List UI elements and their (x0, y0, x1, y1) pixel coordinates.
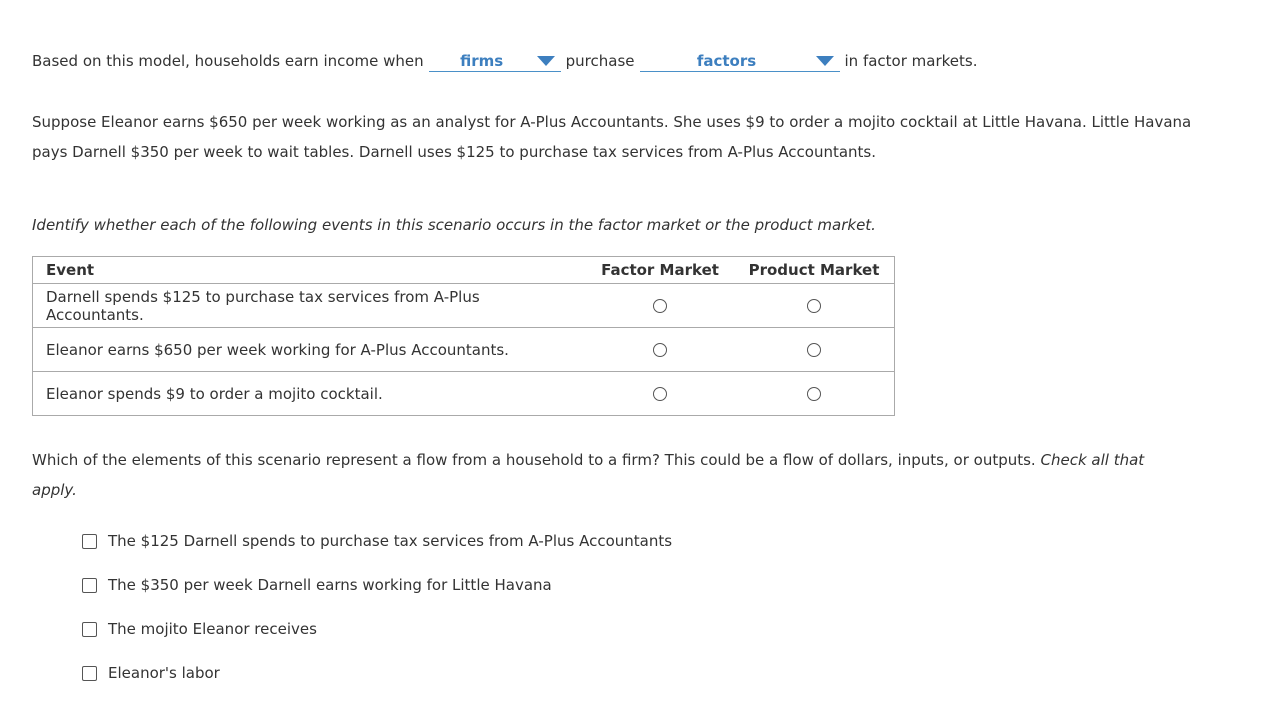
option-item[interactable] (82, 660, 672, 686)
event-label: Eleanor earns $650 per week working for A-Plus Accountants. (33, 328, 587, 372)
question-2 (32, 445, 1192, 505)
option-checkbox[interactable] (82, 622, 97, 637)
market-classification-table (32, 256, 895, 416)
factor-market-radio[interactable] (653, 343, 667, 357)
option-checkbox[interactable] (82, 666, 97, 681)
sentence-1 (32, 50, 978, 72)
table-header-row (33, 257, 895, 284)
option-checkbox[interactable] (82, 578, 97, 593)
option-checkbox[interactable] (82, 534, 97, 549)
table-instruction: Identify whether each of the following events in this scenario occurs in the factor market or the product market. (32, 216, 876, 234)
purchase-dropdown-value: factors (696, 51, 757, 70)
option-label: The $350 per week Darnell earns working for Little Havana (108, 576, 552, 594)
table-row (33, 372, 895, 416)
sentence-1-middle: purchase (565, 52, 635, 70)
question-2-hint: Check all that apply. (32, 451, 1145, 499)
sentence-1-after: in factor markets. (844, 52, 978, 70)
option-item[interactable] (82, 572, 672, 598)
event-label: Eleanor spends $9 to order a mojito cocktail. (33, 372, 587, 416)
chevron-down-icon (816, 56, 834, 66)
table-row (33, 284, 895, 328)
purchase-dropdown[interactable] (640, 51, 840, 72)
event-label: Darnell spends $125 to purchase tax services from A-Plus Accountants. (33, 284, 587, 328)
scenario-paragraph: Suppose Eleanor earns $650 per week working as an analyst for A-Plus Accountants. She uses $9 to order a mojito cocktail at Little Havana. Little Havana pays Darnell $350 per week to wait tables. Darnell uses $125 to purchase tax services from A-Plus Accountants. (32, 113, 1192, 161)
option-item[interactable] (82, 616, 672, 642)
option-label: The mojito Eleanor receives (108, 620, 317, 638)
product-market-radio[interactable] (807, 343, 821, 357)
option-label: Eleanor's labor (108, 664, 220, 682)
factor-market-radio[interactable] (653, 387, 667, 401)
product-market-radio[interactable] (807, 387, 821, 401)
option-label: The $125 Darnell spends to purchase tax services from A-Plus Accountants (108, 532, 673, 550)
earner-dropdown-value: firms (460, 51, 504, 70)
product-market-radio[interactable] (807, 299, 821, 313)
header-factor-market: Factor Market (586, 257, 734, 284)
table-row (33, 328, 895, 372)
flow-options-list (82, 528, 672, 704)
header-product-market: Product Market (734, 257, 895, 284)
sentence-1-before: Based on this model, households earn income when (32, 52, 424, 70)
question-2-text: Which of the elements of this scenario represent a flow from a household to a firm? This could be a flow of dollars, inputs, or outputs. (32, 451, 1036, 469)
factor-market-radio[interactable] (653, 299, 667, 313)
option-item[interactable] (82, 528, 672, 554)
earner-dropdown[interactable] (429, 51, 561, 72)
chevron-down-icon (537, 56, 555, 66)
header-event: Event (33, 257, 587, 284)
